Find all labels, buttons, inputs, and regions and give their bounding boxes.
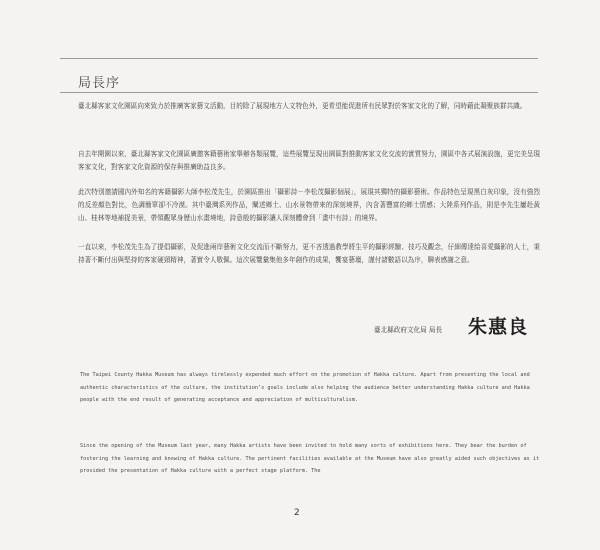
en-paragraph-1: The Taipei County Hakka Museum has always tirelessly expended much effort on the promotion of Hakka culture. Apart from presenting the local and authentic characteristics of the culture, the institution’s goals include also helping the audience better understanding Hakka culture and Hakka people with the end result of generating acceptance and appreciation of multiculturalism. [80, 372, 530, 404]
zh-paragraph-2: 自去年開園以來，臺北縣客家文化園區廣邀客籍藝術家舉辦各類展覽，這些展覽呈現出園區對推動客家文化交流的實質努力，園區中各式展演設施，更完美呈現客家文化，對客家文化資源的保存與推廣助益良多。 [78, 150, 540, 171]
zh-paragraph-3: 此次特別邀請國內外知名的客籍攝影大師李松茂先生，於園區推出「攝影詩－李松茂攝影個展」，展現其獨特的攝影藝術。作品特色呈現黑白灰印象，沒有強烈的反差顏色對比，色調簡單卻不冷漠。其中臺灣系列作品，闡述鄉土、山水景物帶來的深刻境界，內含著豐富的鄉土情感；大陸系列作品，則是李先生屢赴黃山、桂林等地補捉美景，帶領觀眾身歷山水畫境地，詩意般的攝影讓人深刻體會到「畫中有詩」的境界。 [78, 188, 540, 222]
top-rule [60, 58, 538, 59]
signature-name: 朱惠良 [468, 316, 529, 338]
signature-org: 臺北縣政府文化局 局長 [374, 326, 443, 334]
en-paragraph-2: Since the opening of the Museum last year, many Hakka artists have been invited to hold many sorts of exhibitions here. They bear the burden of fostering the learning and knowing of Hakka culture. The pertinent facilities available at the Museum have also greatly aided such objectives as it provided the presentation of Hakka culture with a perfect stage platform. The [80, 443, 540, 475]
title-rule [60, 92, 538, 93]
zh-paragraph-1: 臺北縣客家文化園區向來致力於推廣客家藝文活動，目的除了展現地方人文特色外，更希望能促進所有民眾對於客家文化的了解，同時藉此凝聚族群共識。 [78, 102, 527, 110]
page-title: 局長序 [78, 76, 121, 91]
page-number: 2 [294, 508, 300, 518]
zh-paragraph-4: 一直以來，李松茂先生為了提倡攝影，及促進兩岸藝術文化交流而不斷努力，更不吝透過教學將生平的攝影經驗、技巧及觀念，仔細傳達給喜愛攝影的人士，秉持著不斷付出與堅持的客家硬頸精神，著實令人敬佩。這次展覽彙集他多年創作的成果，饗宴藝壇，謹付諸數語以為序，聊表感謝之意。 [78, 243, 540, 264]
